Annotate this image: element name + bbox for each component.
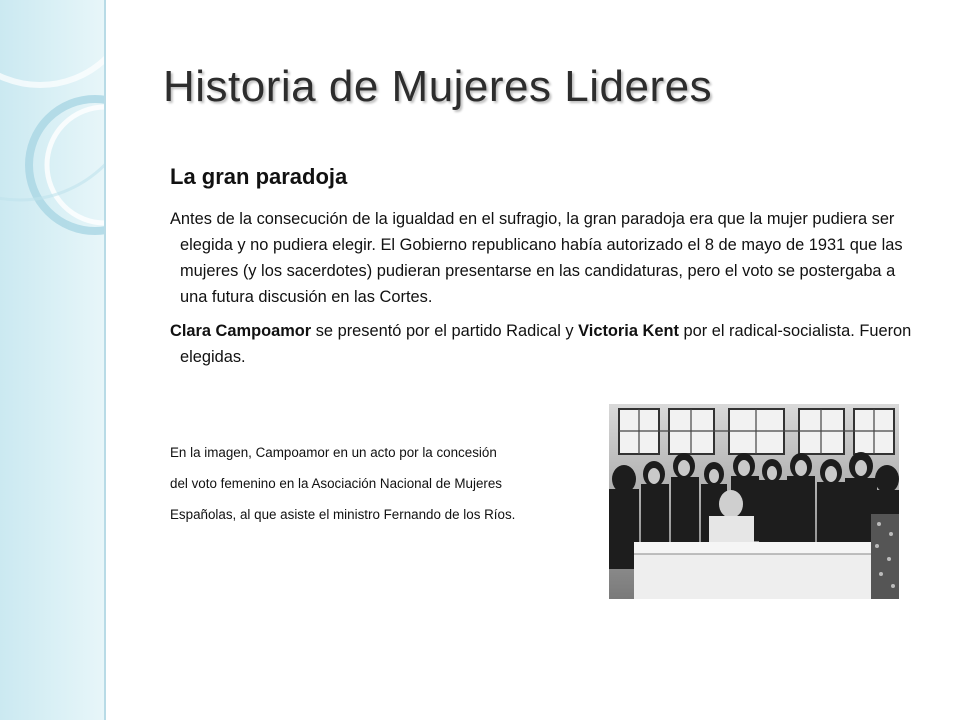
paragraph-text: se presentó por el partido Radical y <box>311 322 579 340</box>
paragraph-paradox: Antes de la consecución de la igualdad en el sufragio, la gran paradoja era que la mujer pudiera ser elegida y no pudiera elegir. El Gobierno republicano había autorizado el 8 de mayo de 1931 que las mujeres (y los sacerdotes) pudieran presentarse en las candidaturas, pero el voto se postergaba a una futura discusión en las Cortes. <box>170 210 903 306</box>
decorative-circles <box>0 0 106 720</box>
caption-line-2: del voto femenino en la Asociación Nacional de Mujeres <box>170 476 502 491</box>
section-heading: La gran paradoja <box>170 164 348 189</box>
caption-line-3: Españolas, al que asiste el ministro Fernando de los Ríos. <box>170 507 516 522</box>
paragraph-text: por el radical-socialista. Fueron elegidas. <box>180 322 912 366</box>
band-edge <box>104 0 106 720</box>
name-clara-campoamor: Clara Campoamor <box>170 322 312 340</box>
decorative-side-band <box>0 0 106 720</box>
paragraph-candidates <box>170 318 915 370</box>
name-victoria-kent: Victoria Kent <box>578 322 679 340</box>
historical-photo <box>609 404 899 599</box>
caption-line-1: En la imagen, Campoamor en un acto por la concesión <box>170 445 497 460</box>
slide-title: Historia de Mujeres Lideres <box>163 62 713 111</box>
